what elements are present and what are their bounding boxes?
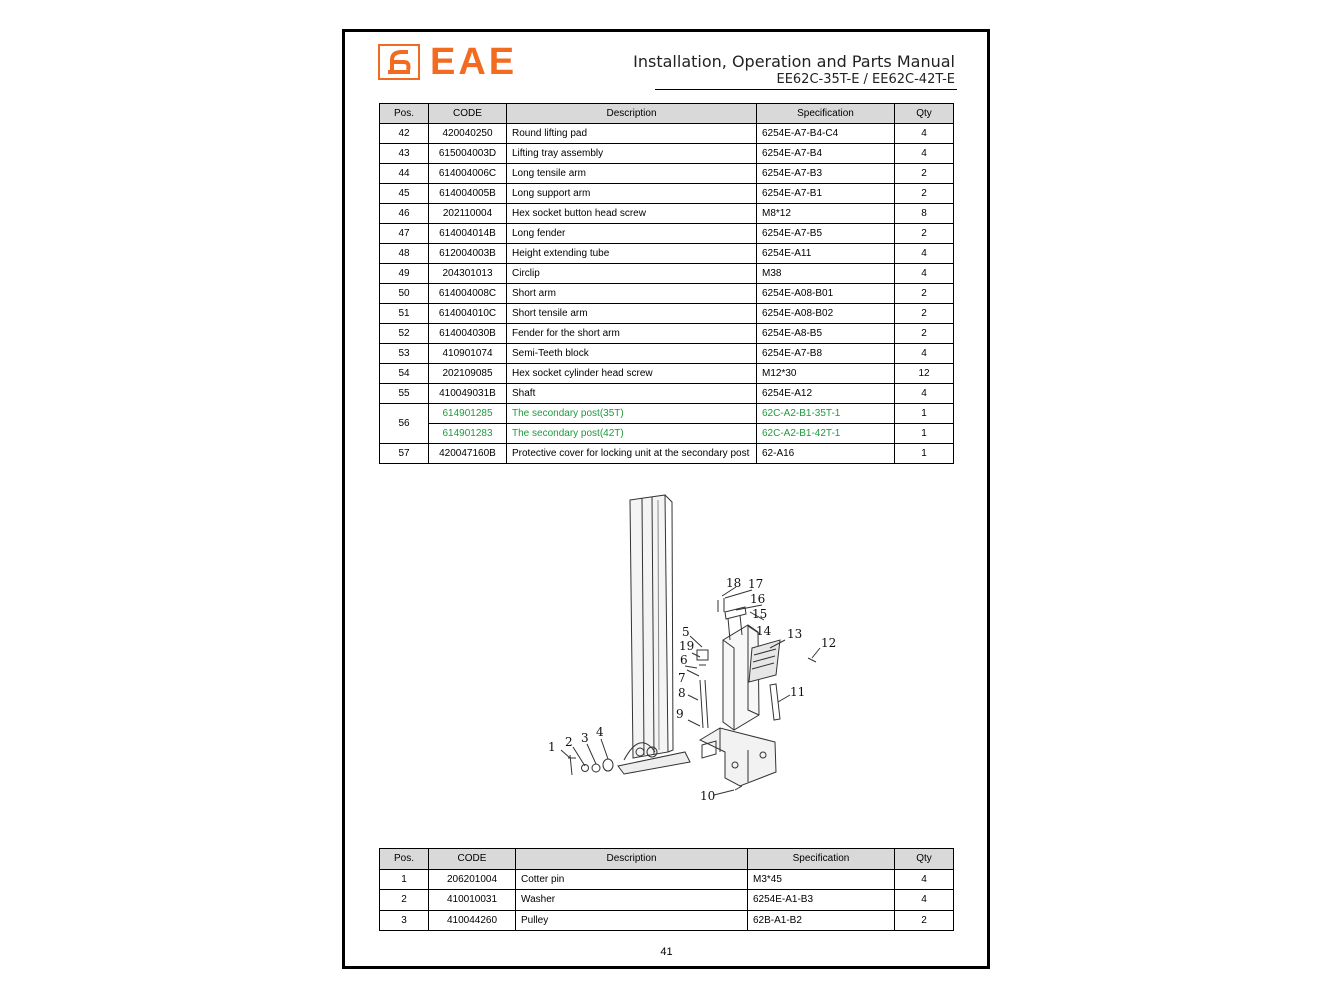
cell-specification: M12*30 (757, 364, 895, 384)
cell-pos: 44 (380, 164, 429, 184)
cell-pos: 54 (380, 364, 429, 384)
cell-specification: M38 (757, 264, 895, 284)
cell-description: Round lifting pad (507, 124, 757, 144)
callout-13: 13 (787, 627, 803, 641)
cell-pos: 53 (380, 344, 429, 364)
cell-code: 202109085 (429, 364, 507, 384)
cell-pos: 51 (380, 304, 429, 324)
callout-6: 6 (680, 653, 688, 667)
cell-code: 202110004 (429, 204, 507, 224)
cell-specification: M3*45 (748, 869, 895, 890)
table-row (380, 890, 954, 911)
table-row (380, 424, 954, 444)
cell-specification: 6254E-A7-B4 (757, 144, 895, 164)
callout-14: 14 (756, 624, 772, 638)
cell-qty: 1 (895, 444, 954, 464)
cell-description: Short tensile arm (507, 304, 757, 324)
cell-specification: 62C-A2-B1-35T-1 (757, 404, 895, 424)
cell-description: Washer (516, 890, 748, 911)
table-row (380, 224, 954, 244)
cell-qty: 1 (895, 404, 954, 424)
cell-description: Short arm (507, 284, 757, 304)
cell-specification: 6254E-A12 (757, 384, 895, 404)
cell-specification: 6254E-A11 (757, 244, 895, 264)
callout-7: 7 (678, 671, 686, 685)
cell-pos: 49 (380, 264, 429, 284)
cell-code: 410901074 (429, 344, 507, 364)
callout-19: 19 (679, 639, 695, 653)
cell-code: 204301013 (429, 264, 507, 284)
cell-qty: 12 (895, 364, 954, 384)
callout-18: 18 (726, 576, 742, 590)
cell-code: 410049031B (429, 384, 507, 404)
callout-2: 2 (565, 735, 573, 749)
table-row (380, 910, 954, 931)
cell-pos: 57 (380, 444, 429, 464)
cell-description: The secondary post(42T) (507, 424, 757, 444)
cell-code: 614004010C (429, 304, 507, 324)
cell-code: 615004003D (429, 144, 507, 164)
callout-17: 17 (748, 577, 764, 591)
col-header-specification: Specification (748, 849, 895, 870)
callout-10: 10 (700, 789, 716, 803)
callout-15: 15 (752, 607, 768, 621)
table-row (380, 324, 954, 344)
table-row (380, 124, 954, 144)
cell-qty: 2 (895, 164, 954, 184)
cell-specification: 6254E-A1-B3 (748, 890, 895, 911)
cell-specification: 6254E-A7-B1 (757, 184, 895, 204)
cell-pos: 2 (380, 890, 429, 911)
cell-code: 614004030B (429, 324, 507, 344)
table-row (380, 164, 954, 184)
cell-specification: M8*12 (757, 204, 895, 224)
cell-pos: 46 (380, 204, 429, 224)
callout-1: 1 (548, 740, 556, 754)
brand-name: EAE (430, 41, 518, 83)
cell-qty: 1 (895, 424, 954, 444)
cell-pos: 52 (380, 324, 429, 344)
table-header-row (380, 849, 954, 870)
cell-pos: 45 (380, 184, 429, 204)
callout-11: 11 (790, 685, 806, 699)
cell-description: Circlip (507, 264, 757, 284)
cell-pos: 50 (380, 284, 429, 304)
cell-description: Pulley (516, 910, 748, 931)
cell-description: Shaft (507, 384, 757, 404)
cell-specification: 6254E-A7-B3 (757, 164, 895, 184)
cell-code: 612004003B (429, 244, 507, 264)
table-row (380, 404, 954, 424)
cell-pos: 56 (380, 404, 429, 444)
cell-description: The secondary post(35T) (507, 404, 757, 424)
cell-specification: 62-A16 (757, 444, 895, 464)
cell-specification: 62B-A1-B2 (748, 910, 895, 931)
cell-description: Semi-Teeth block (507, 344, 757, 364)
cell-pos: 55 (380, 384, 429, 404)
table-row (380, 444, 954, 464)
cell-code: 410044260 (429, 910, 516, 931)
cell-code: 420047160B (429, 444, 507, 464)
cell-qty: 4 (895, 264, 954, 284)
table-row (380, 364, 954, 384)
brand-logo (378, 41, 553, 83)
callout-16: 16 (750, 592, 766, 606)
table-row (380, 344, 954, 364)
header-divider (655, 89, 957, 90)
col-header-code: CODE (429, 104, 507, 124)
cell-description: Hex socket button head screw (507, 204, 757, 224)
table-row (380, 244, 954, 264)
cell-qty: 4 (895, 124, 954, 144)
cell-specification: 6254E-A8-B5 (757, 324, 895, 344)
callout-5: 5 (682, 625, 690, 639)
cell-specification: 62C-A2-B1-42T-1 (757, 424, 895, 444)
cell-specification: 6254E-A7-B8 (757, 344, 895, 364)
cell-qty: 4 (895, 384, 954, 404)
cell-code: 410010031 (429, 890, 516, 911)
cell-code: 206201004 (429, 869, 516, 890)
page-number: 41 (660, 946, 673, 958)
callout-4: 4 (596, 725, 604, 739)
callout-9: 9 (676, 707, 684, 721)
cell-code: 614901285 (429, 404, 507, 424)
table-row (380, 184, 954, 204)
cell-qty: 2 (895, 284, 954, 304)
logo-mark-icon (378, 44, 420, 80)
cell-specification: 6254E-A08-B02 (757, 304, 895, 324)
table-row (380, 144, 954, 164)
cell-description: Long tensile arm (507, 164, 757, 184)
cell-qty: 2 (895, 304, 954, 324)
cell-code: 420040250 (429, 124, 507, 144)
col-header-qty: Qty (895, 104, 954, 124)
cell-pos: 3 (380, 910, 429, 931)
col-header-pos: Pos. (380, 104, 429, 124)
cell-description: Height extending tube (507, 244, 757, 264)
cell-pos: 48 (380, 244, 429, 264)
table-row (380, 204, 954, 224)
cell-qty: 4 (895, 244, 954, 264)
cell-qty: 2 (895, 324, 954, 344)
cell-specification: 6254E-A08-B01 (757, 284, 895, 304)
callout-8: 8 (678, 686, 686, 700)
callout-3: 3 (581, 731, 589, 745)
col-header-qty: Qty (895, 849, 954, 870)
col-header-code: CODE (429, 849, 516, 870)
cell-pos: 47 (380, 224, 429, 244)
table-row (380, 284, 954, 304)
col-header-specification: Specification (757, 104, 895, 124)
cell-code: 614004006C (429, 164, 507, 184)
parts-table-upper (379, 103, 954, 464)
cell-qty: 2 (895, 910, 954, 931)
cell-specification: 6254E-A7-B4-C4 (757, 124, 895, 144)
cell-description: Fender for the short arm (507, 324, 757, 344)
table-row (380, 264, 954, 284)
col-header-description: Description (507, 104, 757, 124)
cell-code: 614004005B (429, 184, 507, 204)
parts-table-lower (379, 848, 954, 931)
cell-description: Protective cover for locking unit at the secondary post (507, 444, 757, 464)
cell-pos: 1 (380, 869, 429, 890)
cell-qty: 4 (895, 144, 954, 164)
table-header-row (380, 104, 954, 124)
cell-description: Long fender (507, 224, 757, 244)
table-row (380, 384, 954, 404)
table-row (380, 304, 954, 324)
cell-qty: 4 (895, 890, 954, 911)
cell-qty: 2 (895, 224, 954, 244)
cell-code: 614004014B (429, 224, 507, 244)
table-row (380, 869, 954, 890)
cell-description: Long support arm (507, 184, 757, 204)
exploded-parts-diagram (540, 490, 840, 810)
cell-pos: 43 (380, 144, 429, 164)
model-numbers: EE62C-35T-E / EE62C-42T-E (776, 72, 955, 87)
cell-code: 614901283 (429, 424, 507, 444)
cell-qty: 8 (895, 204, 954, 224)
cell-qty: 4 (895, 344, 954, 364)
cell-description: Lifting tray assembly (507, 144, 757, 164)
cell-code: 614004008C (429, 284, 507, 304)
cell-pos: 42 (380, 124, 429, 144)
cell-specification: 6254E-A7-B5 (757, 224, 895, 244)
col-header-pos: Pos. (380, 849, 429, 870)
cell-description: Cotter pin (516, 869, 748, 890)
col-header-description: Description (516, 849, 748, 870)
cell-qty: 2 (895, 184, 954, 204)
cell-description: Hex socket cylinder head screw (507, 364, 757, 384)
callout-12: 12 (821, 636, 837, 650)
manual-title: Installation, Operation and Parts Manual (633, 52, 955, 71)
cell-qty: 4 (895, 869, 954, 890)
